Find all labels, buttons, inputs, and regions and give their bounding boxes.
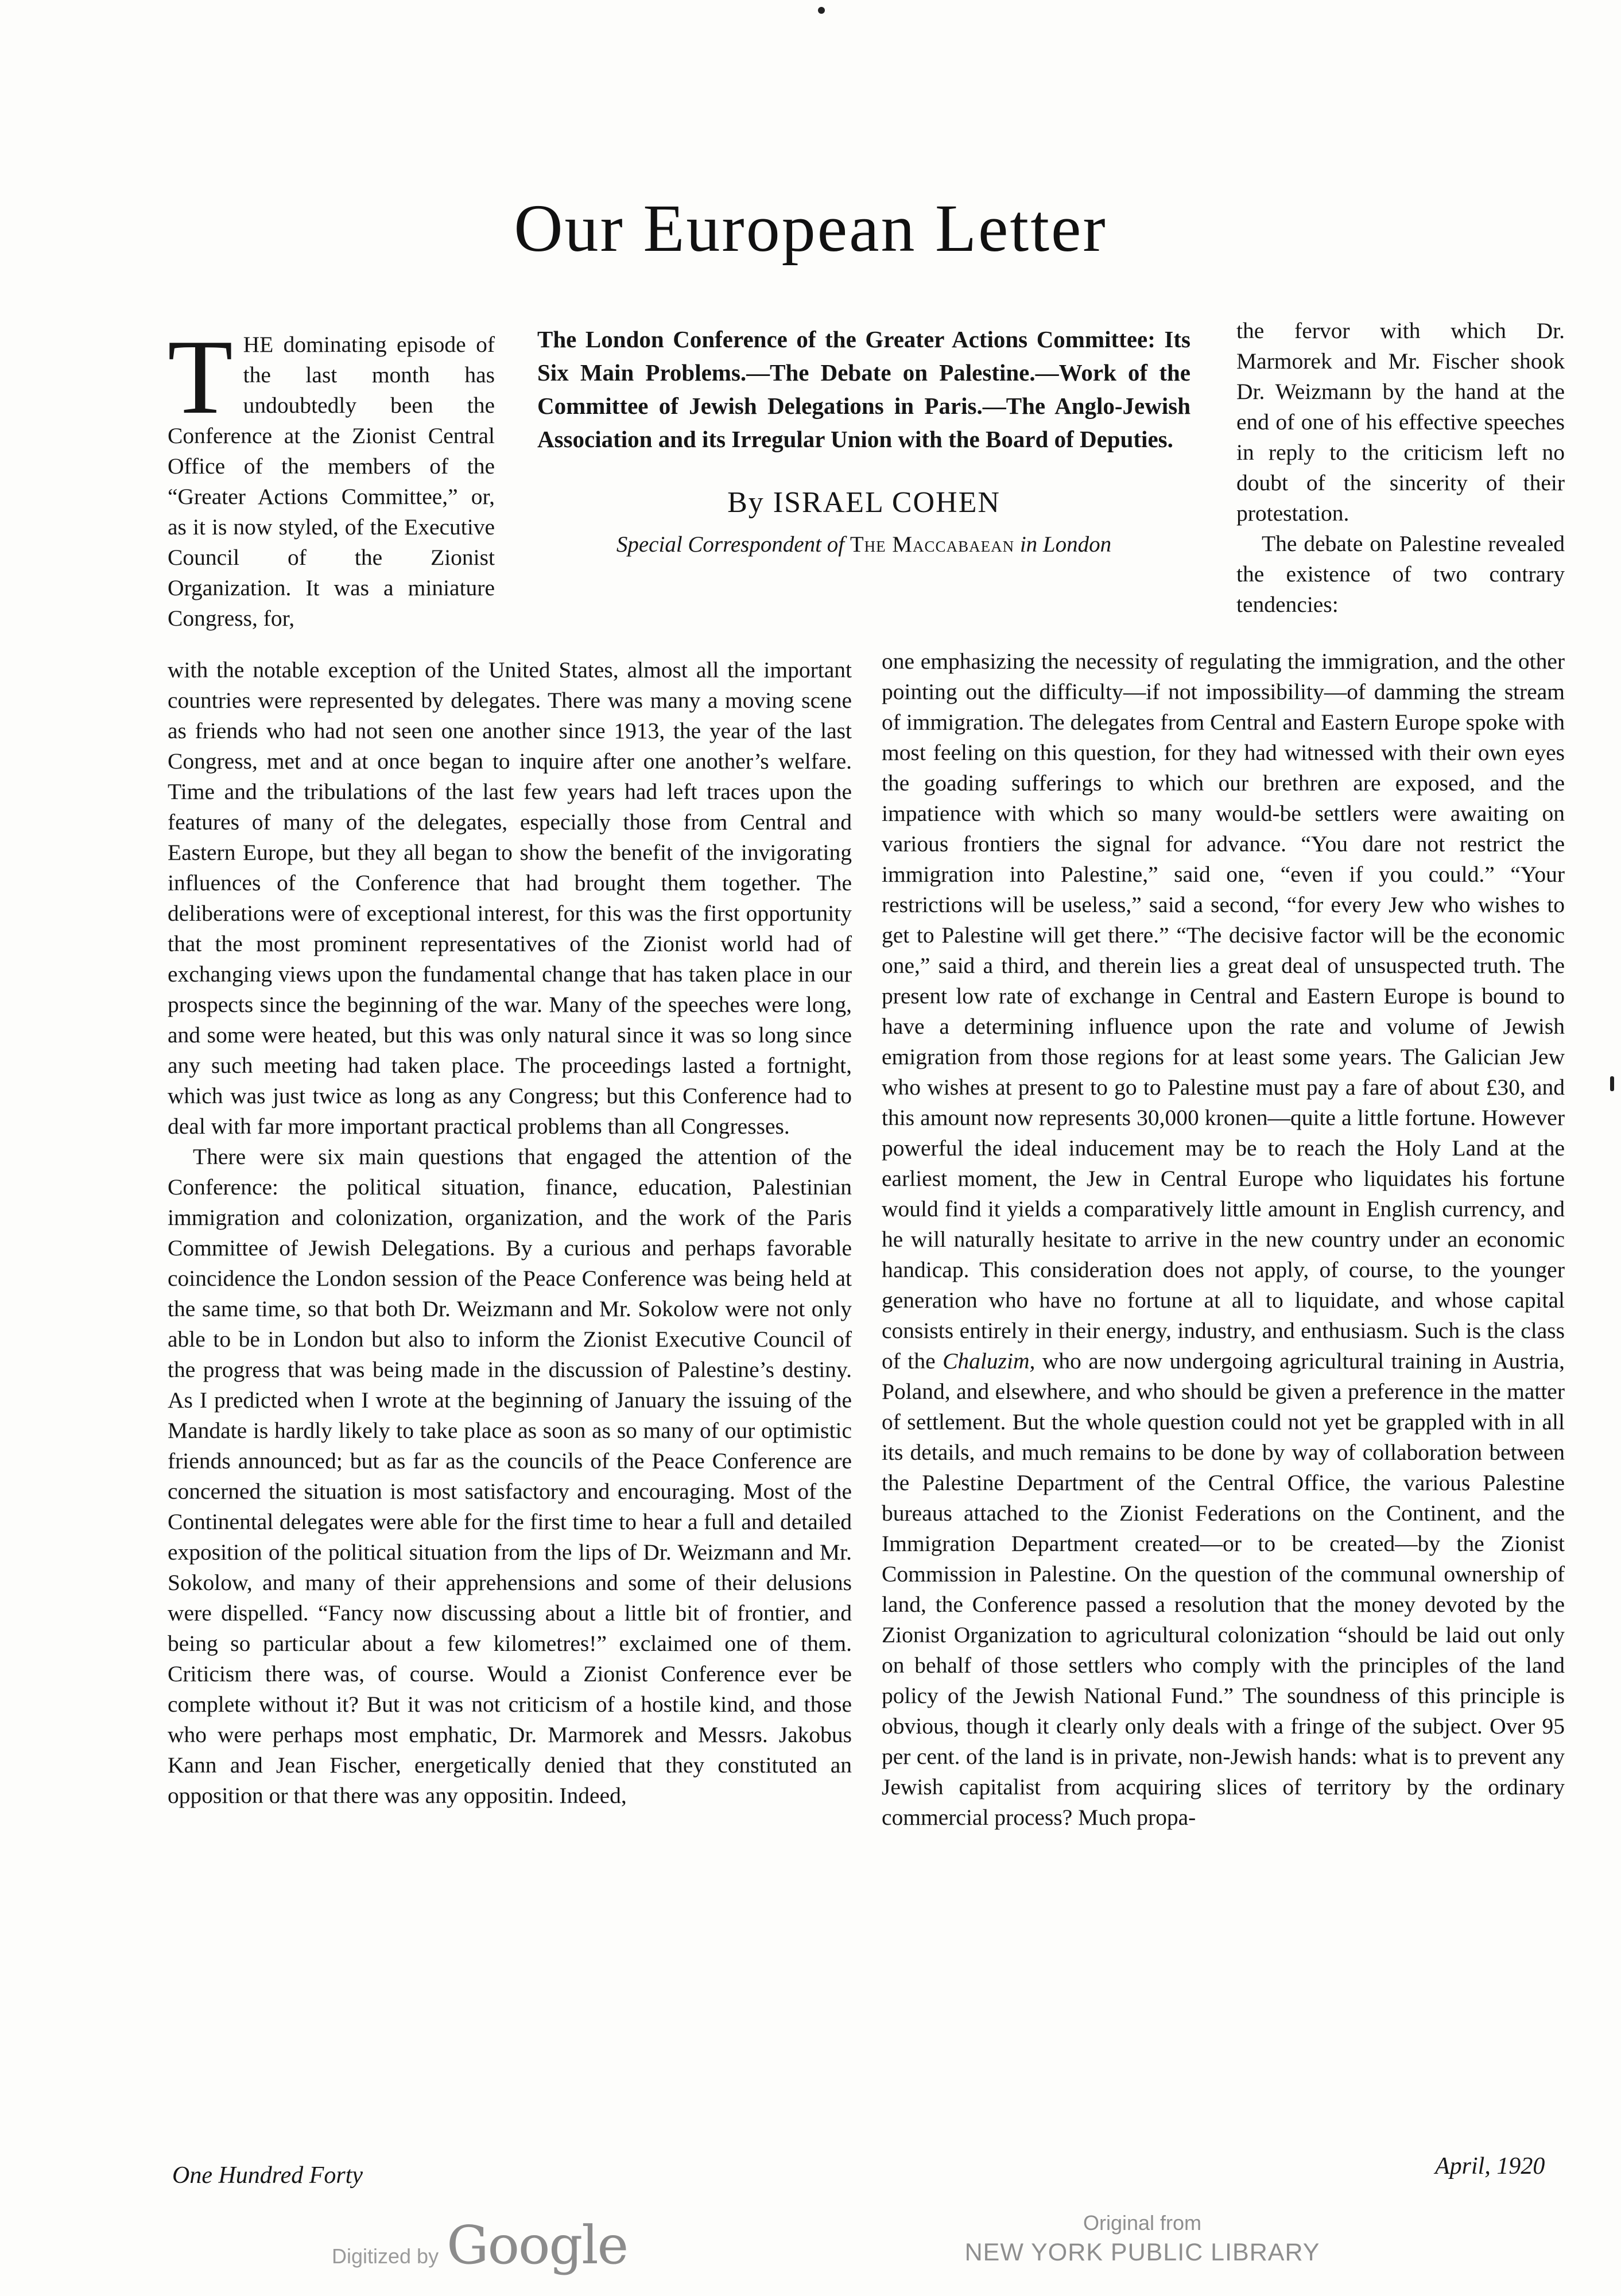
byline: By ISRAEL COHEN	[727, 486, 1000, 519]
article-header	[537, 323, 1190, 559]
drop-cap: T	[168, 318, 233, 436]
margin-mark	[1610, 1076, 1614, 1091]
digitized-watermark	[332, 2214, 627, 2276]
correspondent-prefix: Special Correspondent of	[616, 532, 845, 557]
page-number-footer: One Hundred Forty	[172, 2162, 363, 2189]
google-logo: Google	[447, 2214, 628, 2276]
print-speck	[818, 7, 825, 14]
article-title: Our European Letter	[514, 191, 1107, 266]
column-2-main	[882, 646, 1565, 1833]
subheading: The London Conference of the Greater Actions Committee: Its Six Main Problems.—The Debate on Palestine.—Work of the Committee of Jewish Delegations in Paris.—The Anglo-Jewish Association and its Irregular Union with the Board of Deputies.	[537, 326, 1190, 452]
issue-date-footer: April, 1920	[1435, 2153, 1545, 2179]
correspondent-suffix: in London	[1019, 532, 1112, 557]
paragraph: The debate on Palestine revealed the existence of two contrary tendencies:	[1236, 531, 1565, 617]
column-1-main	[168, 655, 852, 1811]
original-from-label: Original from	[1083, 2211, 1202, 2235]
library-watermark	[964, 2211, 1320, 2267]
opening-text: HE dominating episode of the last month has undoubtedly been the Conference at the Zionist Central Office of the members of the “Greater Actions Committee,” or, as it is now styled, of the Executive Council of the Zionist Organization. It was a miniature Congress, for,	[168, 332, 495, 631]
paragraph: with the notable exception of the United States, almost all the important countries were represented by delegates. There was many a moving scene as friends who had not seen one another since 1913, the year of the last Congress, met and at once began to inquire after one another’s welfare. Time and the tribulations of the last few years had left traces upon the features of many of the delegates, especially those from Central and Eastern Europe, but they all began to show the benefit of the invigorating influences of the Conference that had brought them together. The deliberations were of exceptional interest, for this was the first opportunity that the most prominent representatives of the Zionist world had of exchanging views upon the fundamental change that has taken place in our prospects since the beginning of the war. Many of the speeches were long, and some were heated, but this was only natural since it was so long since any such meeting had taken place. The proceedings lasted a fortnight, which was just twice as long as any Congress; but this Conference had to deal with far more important practical problems than all Congresses.	[168, 657, 852, 1139]
paragraph: the fervor with which Dr. Marmorek and Mr. Fischer shook Dr. Weizmann by the hand at the end of one of his effective speeches in reply to the criticism left no doubt of the sincerity of their protestation.	[1236, 318, 1565, 526]
paragraph-text: one emphasizing the necessity of regulating the immigration, and the other pointing out the difficulty—if not impossibility—of damming the stream of immigration. The delegates from Central and Eastern Europe spoke with most feeling on this question, for they had witnessed with their own eyes the goading sufferings to which our brethren are exposed, and the impatience with which so many would-be settlers were awaiting on various frontiers the signal for advance. “You dare not restrict the immigration into Palestine,” said one, “even if you could.” “Your restrictions will be useless,” said a second, “for every Jew who wishes to get to Palestine will get there.” “The decisive factor will be the economic one,” said a third, and therein lies a great deal of unsuspected truth. The present low rate of exchange in Central and Eastern Europe is bound to have a determining influence upon the rate and volume of Jewish emigration from those regions for at least some years. The Galician Jew who wishes at present to go to Palestine must pay a fare of about £30, and this amount now represents 30,000 kronen—quite a little fortune. However powerful the ideal inducement may be to reach the Holy Land at the earliest moment, the Jew in Central Europe who liquidates his fortune would find it yields a comparatively little amount in English currency, and he will naturally hesitate to arrive in the new country under an economic handicap. This consideration does not apply, of course, to the younger generation who have no fortune at all to liquidate, and whose capital consists entirely in their energy, industry, and enthusiasm. Such is the class of the	[882, 649, 1565, 1374]
publication-name: The Maccabaean	[850, 532, 1015, 557]
library-name: NEW YORK PUBLIC LIBRARY	[964, 2239, 1320, 2266]
paragraph-text: who are now undergoing agricultural training in Austria, Poland, and elsewhere, and who should be given a preference in the matter of settlement. But the whole question could not yet be grappled with in all its details, and much remains to be done by way of collaboration between the Palestine Department of the Central Office, the various Palestine bureaus attached to the Zionist Federations on the Continent, and the Immigration Department created—or to be created—by the Zionist Commission in Palestine. On the question of the communal ownership of land, the Conference passed a resolution that the money devoted by the Zionist Organization to agricultural colonization “should be laid out only on behalf of those settlers who comply with the principles of the land policy of the Jewish National Fund.” The soundness of this principle is obvious, though it clearly only deals with a fringe of the subject. Over 95 per cent. of the land is in private, non-Jewish hands: what is to prevent any Jewish capitalist from acquiring slices of territory by the ordinary commercial process? Much propa-	[882, 1348, 1565, 1830]
column-3-top	[1236, 316, 1565, 620]
paragraph	[882, 646, 1565, 1833]
paragraph: There were six main questions that engaged the attention of the Conference: the political situation, finance, education, Palestinian immigration and colonization, organization, and the work of the Paris Committee of Jewish Delegations. By a curious and perhaps favorable coincidence the London session of the Peace Conference was being held at the same time, so that both Dr. Weizmann and Mr. Sokolow were not only able to be in London but also to inform the Zionist Executive Council of the progress that was being made in the discussion of Palestine’s destiny. As I predicted when I wrote at the beginning of January the issuing of the Mandate is hardly likely to take place as soon as so many of our optimistic friends announced; but as far as the councils of the Peace Conference are concerned the situation is most satisfactory and encouraging. Most of the Continental delegates were able for the first time to hear a full and detailed exposition of the political situation from the lips of Dr. Weizmann and Mr. Sokolow, and many of their apprehensions and some of their delusions were dispelled. “Fancy now discussing about a little bit of frontier, and being so particular about a few kilometres!” exclaimed one of them. Criticism there was, of course. Would a Zionist Conference ever be complete without it? But it was not criticism of a hostile kind, and those who were perhaps most emphatic, Dr. Marmorek and Messrs. Jakobus Kann and Jean Fischer, energetically denied that they constituted an opposition or that there was any oppositin. Indeed,	[168, 1144, 852, 1808]
italic-term: Chaluzim,	[943, 1348, 1036, 1374]
digitized-label: Digitized by	[332, 2244, 439, 2268]
column-1-top	[168, 318, 495, 634]
correspondent-line	[537, 530, 1190, 559]
